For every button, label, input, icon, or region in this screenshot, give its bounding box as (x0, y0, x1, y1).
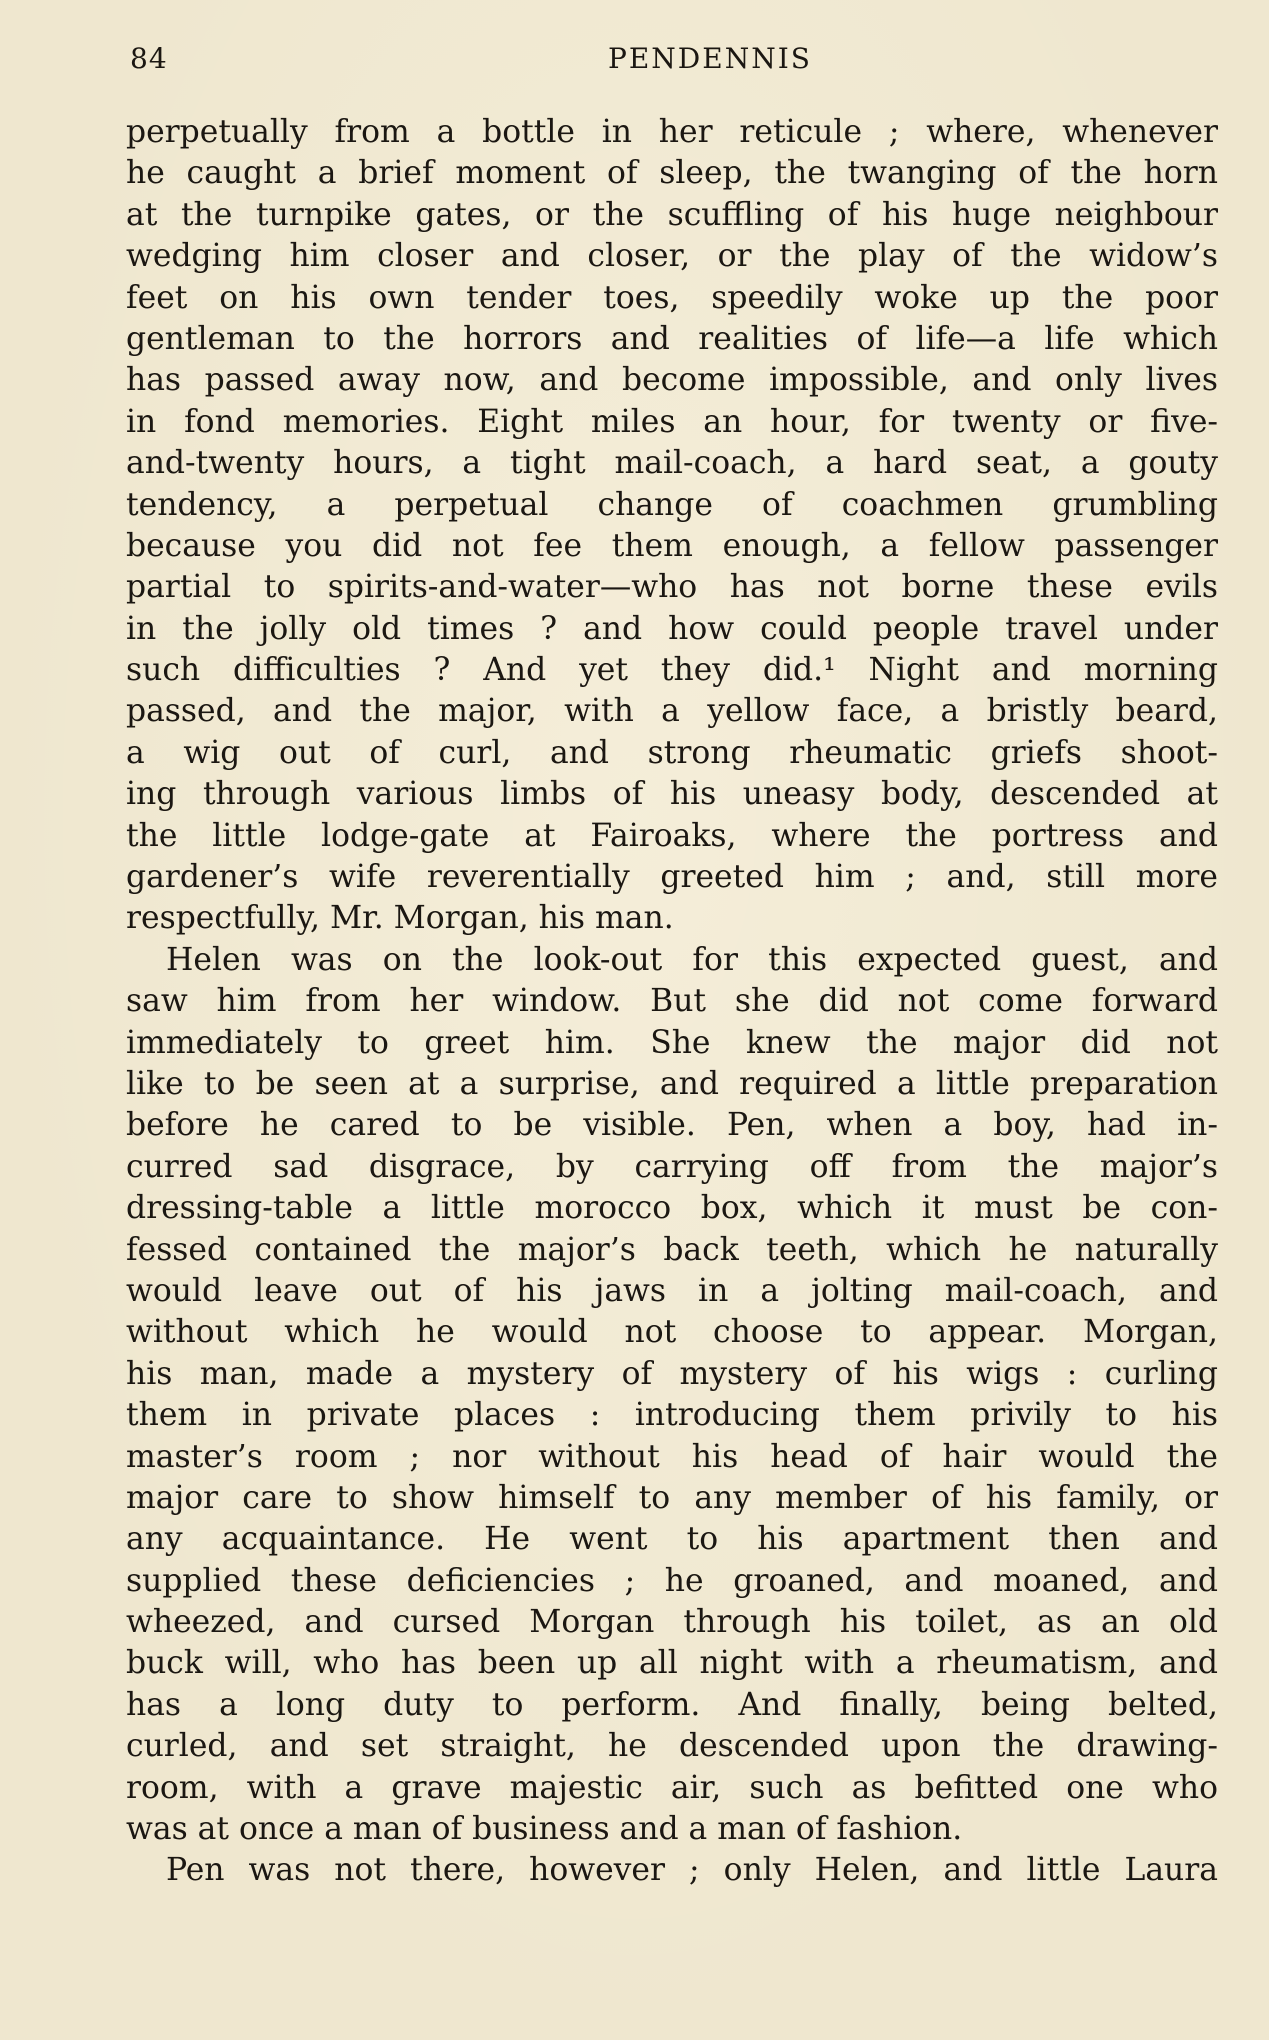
text-line: immediately to greet him. She knew the major did not (126, 1024, 1218, 1061)
text-line: at the turnpike gates, or the scuffling of his huge neighbour (126, 196, 1218, 233)
text-line: gentleman to the horrors and realities of life—a life which (126, 320, 1218, 357)
text-line: such difficulties ? And yet they did.¹ Night and morning (126, 652, 1218, 689)
text-line: the little lodge-gate at Fairoaks, where the portress and (126, 817, 1218, 854)
text-line: buck will, who has been up all night with a rheumatism, and (126, 1645, 1218, 1682)
text-line: master’s room ; nor without his head of hair would the (126, 1438, 1218, 1475)
text-line: perpetually from a bottle in her reticule ; where, whenever (126, 114, 1218, 150)
text-line: and-twenty hours, a tight mail-coach, a hard seat, a gouty (126, 445, 1218, 482)
text-line: he caught a brief moment of sleep, the twanging of the horn (126, 155, 1218, 192)
text-line: supplied these deficiencies ; he groaned, and moaned, and (126, 1562, 1218, 1599)
text-line: wheezed, and cursed Morgan through his toilet, as an old (126, 1604, 1218, 1641)
text-line: respectfully, Mr. Morgan, his man. (126, 900, 674, 937)
text-line: room, with a grave majestic air, such as befitted one who (126, 1769, 1218, 1806)
text-line: wedging him closer and closer, or the play of the widow’s (126, 238, 1218, 275)
text-line: before he cared to be visible. Pen, when a boy, had in- (126, 1107, 1218, 1144)
text-line: has passed away now, and become impossible, and only lives (126, 362, 1218, 399)
text-line: them in private places : introducing them privily to his (126, 1397, 1218, 1434)
text-line: any acquaintance. He went to his apartment then and (126, 1521, 1218, 1558)
text-line: curled, and set straight, he descended upon the drawing- (126, 1728, 1218, 1765)
running-title: PENDENNIS (608, 42, 812, 75)
text-line: like to be seen at a surprise, and required a little preparation (126, 1065, 1218, 1102)
text-line: saw him from her window. But she did not come forward (126, 983, 1218, 1020)
text-line: partial to spirits-and-water—who has not borne these evils (126, 569, 1218, 606)
page-number: 84 (130, 42, 168, 75)
text-line: his man, made a mystery of mystery of his wigs : curling (126, 1355, 1218, 1392)
text-line: curred sad disgrace, by carrying off from the major’s (126, 1148, 1218, 1185)
text-line: ing through various limbs of his uneasy body, descended at (126, 776, 1218, 813)
text-line: Helen was on the look-out for this expected guest, and (166, 941, 1218, 978)
text-line: because you did not fee them enough, a fellow passenger (126, 527, 1218, 564)
text-line: feet on his own tender toes, speedily woke up the poor (126, 279, 1218, 316)
text-line: has a long duty to perform. And finally, being belted, (126, 1686, 1218, 1723)
text-line: without which he would not choose to appear. Morgan, (126, 1314, 1218, 1351)
text-line: fessed contained the major’s back teeth, which he naturally (126, 1231, 1218, 1268)
body-text (126, 112, 1218, 1892)
text-line: was at once a man of business and a man of fashion. (126, 1811, 963, 1848)
text-line: dressing-table a little morocco box, which it must be con- (126, 1190, 1218, 1227)
text-line: major care to show himself to any member of his family, or (126, 1479, 1218, 1516)
text-line: tendency, a perpetual change of coachmen grumbling (126, 486, 1218, 523)
text-line: Pen was not there, however ; only Helen, and little Laura (166, 1852, 1218, 1889)
page-header (130, 42, 1220, 92)
text-line: a wig out of curl, and strong rheumatic griefs shoot- (126, 734, 1218, 771)
text-line: would leave out of his jaws in a jolting mail-coach, and (126, 1272, 1218, 1309)
text-line: in the jolly old times ? and how could people travel under (126, 610, 1218, 647)
text-line: in fond memories. Eight miles an hour, for twenty or five- (126, 403, 1218, 440)
text-line: gardener’s wife reverentially greeted him ; and, still more (126, 859, 1218, 896)
text-line: passed, and the major, with a yellow face, a bristly beard, (126, 693, 1218, 730)
